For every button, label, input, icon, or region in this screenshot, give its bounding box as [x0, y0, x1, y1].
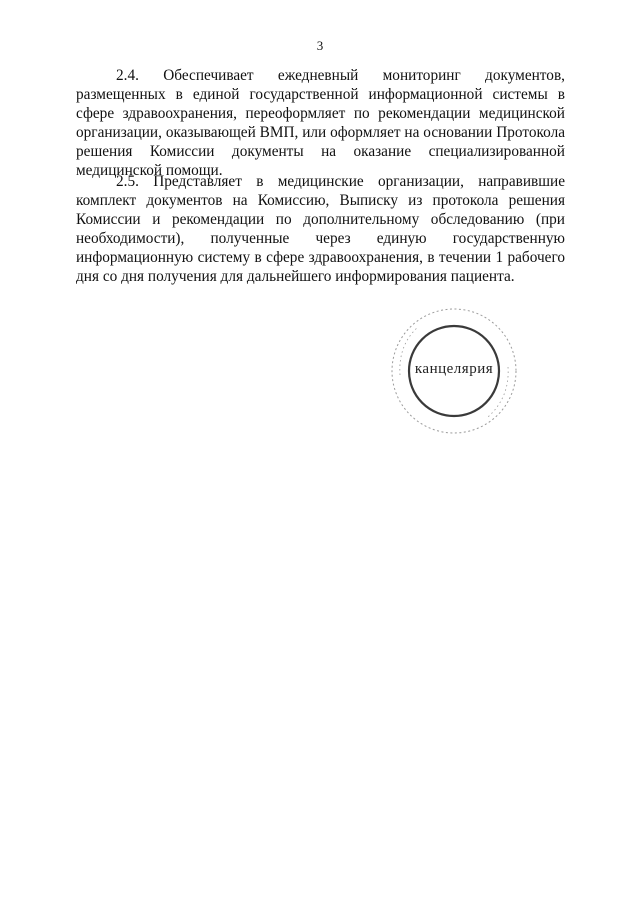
page-number: 3	[316, 38, 324, 53]
paragraph-2-4: 2.4. Обеспечивает ежедневный мониторинг документов, размещенных в единой государственной информационной системы в сфере здравоохранения, переоформляет по рекомендации медицинской организации, оказывающей ВМП, или оформляет на основании Протокола решения Комиссии документы на оказание специализированной медицинской помощи.	[76, 67, 565, 179]
paragraph-2-5: 2.5. Представляет в медицинские организации, направившие комплект документов на Комиссию, Выписку из протокола решения Комиссии и рекомендации по дополнительному обследованию (при необходимости), полученные через единую государственную информационную систему в сфере здравоохранения, в течении 1 рабочего дня со дня получения для дальнейшего информирования пациента.	[76, 173, 565, 285]
stamp-label: канцелярия	[414, 361, 494, 377]
office-stamp	[388, 305, 520, 437]
